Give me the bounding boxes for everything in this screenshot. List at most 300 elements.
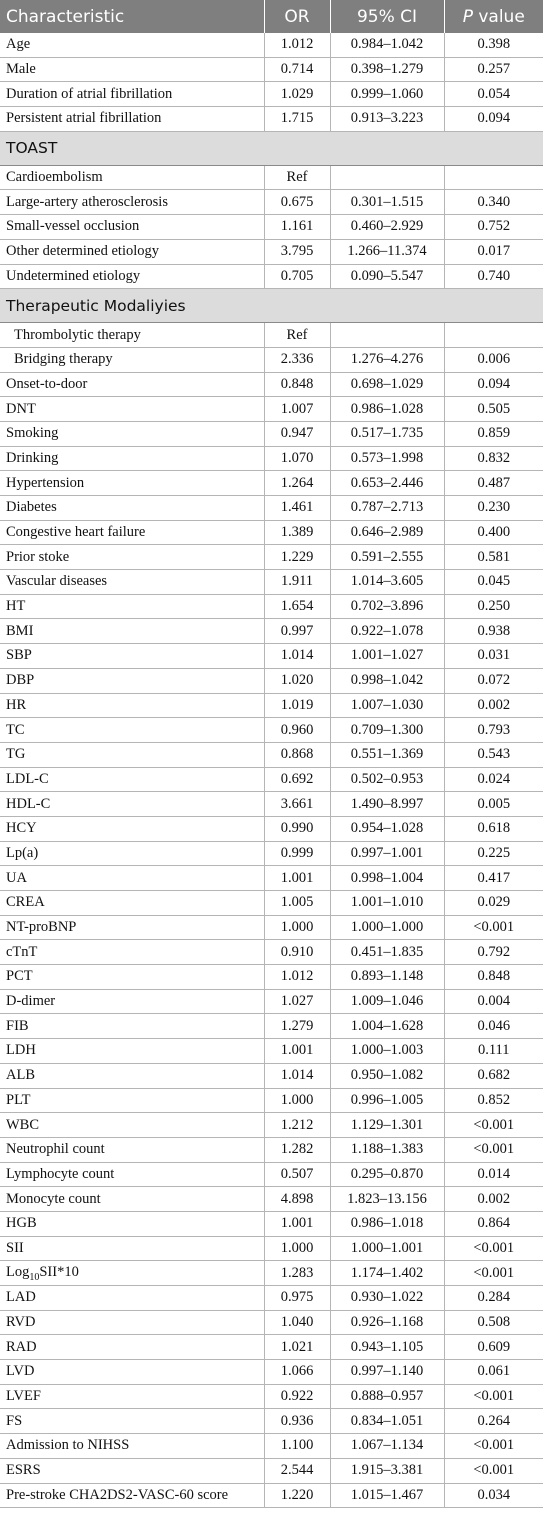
characteristic-cell: Drinking: [0, 446, 264, 471]
p-value-cell: 0.094: [444, 372, 543, 397]
ci-cell: 0.913–3.223: [330, 107, 444, 132]
table-row: [0, 190, 543, 215]
characteristic-cell: Persistent atrial fibrillation: [0, 107, 264, 132]
ci-cell: 0.834–1.051: [330, 1409, 444, 1434]
p-value-cell: 0.793: [444, 718, 543, 743]
or-cell: 1.021: [264, 1335, 330, 1360]
table-row: [0, 33, 543, 57]
characteristic-cell: Large-artery atherosclerosis: [0, 190, 264, 215]
p-value-cell: 0.852: [444, 1088, 543, 1113]
p-value-cell: 0.487: [444, 471, 543, 496]
characteristic-cell: PLT: [0, 1088, 264, 1113]
p-value-cell: 0.031: [444, 644, 543, 669]
characteristic-cell: WBC: [0, 1113, 264, 1138]
table-row: [0, 545, 543, 570]
or-cell: 1.264: [264, 471, 330, 496]
p-value-cell: <0.001: [444, 1384, 543, 1409]
p-value-cell: 0.111: [444, 1039, 543, 1064]
characteristic-cell: Male: [0, 57, 264, 82]
table-row: [0, 693, 543, 718]
ci-cell: 0.301–1.515: [330, 190, 444, 215]
ci-cell: 0.888–0.957: [330, 1384, 444, 1409]
table-row: [0, 915, 543, 940]
ci-cell: [330, 323, 444, 348]
characteristic-cell: FIB: [0, 1014, 264, 1039]
p-value-cell: 0.004: [444, 989, 543, 1014]
or-cell: 1.654: [264, 594, 330, 619]
table-row: [0, 264, 543, 289]
or-cell: 0.675: [264, 190, 330, 215]
ci-cell: 1.000–1.001: [330, 1236, 444, 1261]
or-cell: 2.544: [264, 1458, 330, 1483]
or-cell: 1.000: [264, 915, 330, 940]
ci-cell: 0.996–1.005: [330, 1088, 444, 1113]
table-row: [0, 816, 543, 841]
section-label: Therapeutic Modaliyies: [0, 289, 543, 323]
or-cell: 0.947: [264, 421, 330, 446]
ci-cell: 0.709–1.300: [330, 718, 444, 743]
characteristic-label-after: SII*10: [39, 1263, 79, 1280]
table-row: [0, 471, 543, 496]
ci-cell: 0.986–1.018: [330, 1211, 444, 1236]
p-value-cell: 0.609: [444, 1335, 543, 1360]
ci-cell: 0.573–1.998: [330, 446, 444, 471]
or-cell: 0.975: [264, 1286, 330, 1311]
or-cell: 1.007: [264, 397, 330, 422]
ci-cell: 0.998–1.004: [330, 866, 444, 891]
or-cell: Ref: [264, 323, 330, 348]
or-cell: 2.336: [264, 347, 330, 372]
characteristic-cell: Bridging therapy: [0, 347, 264, 372]
header-ci: 95% CI: [330, 0, 444, 33]
table-row: [0, 1458, 543, 1483]
ci-cell: 0.926–1.168: [330, 1310, 444, 1335]
p-value-cell: 0.045: [444, 570, 543, 595]
ci-cell: 0.698–1.029: [330, 372, 444, 397]
table-row: [0, 1384, 543, 1409]
ci-cell: 1.000–1.003: [330, 1039, 444, 1064]
table-row: [0, 940, 543, 965]
ci-cell: 0.893–1.148: [330, 965, 444, 990]
table-row: [0, 1483, 543, 1508]
ci-cell: 1.001–1.027: [330, 644, 444, 669]
ci-cell: 0.517–1.735: [330, 421, 444, 446]
characteristic-cell: LVEF: [0, 1384, 264, 1409]
table-row: [0, 570, 543, 595]
table-row: [0, 496, 543, 521]
or-cell: 1.212: [264, 1113, 330, 1138]
table-row: [0, 421, 543, 446]
table-row: [0, 1088, 543, 1113]
characteristic-cell: Small-vessel occlusion: [0, 215, 264, 240]
ci-cell: 0.502–0.953: [330, 767, 444, 792]
ci-cell: 0.922–1.078: [330, 619, 444, 644]
p-value-cell: 0.257: [444, 57, 543, 82]
or-cell: 1.220: [264, 1483, 330, 1508]
p-value-cell: 0.508: [444, 1310, 543, 1335]
p-value-cell: 0.002: [444, 1187, 543, 1212]
table-row: [0, 1409, 543, 1434]
table-row: [0, 1261, 543, 1286]
p-value-cell: <0.001: [444, 1261, 543, 1286]
ci-cell: 0.702–3.896: [330, 594, 444, 619]
p-value-cell: 0.017: [444, 239, 543, 264]
ci-cell: 0.090–5.547: [330, 264, 444, 289]
or-cell: 0.910: [264, 940, 330, 965]
ci-cell: 0.787–2.713: [330, 496, 444, 521]
table-row: [0, 1039, 543, 1064]
p-value-cell: [444, 323, 543, 348]
or-cell: 0.848: [264, 372, 330, 397]
p-value-cell: [444, 165, 543, 190]
table-row: [0, 1063, 543, 1088]
p-value-cell: 0.006: [444, 347, 543, 372]
or-cell: 1.019: [264, 693, 330, 718]
table-row: [0, 891, 543, 916]
characteristic-cell: CREA: [0, 891, 264, 916]
table-row: [0, 1162, 543, 1187]
characteristic-cell: DNT: [0, 397, 264, 422]
p-value-cell: 0.002: [444, 693, 543, 718]
characteristic-cell: cTnT: [0, 940, 264, 965]
characteristic-cell: ALB: [0, 1063, 264, 1088]
characteristic-cell: LAD: [0, 1286, 264, 1311]
characteristic-cell: Age: [0, 33, 264, 57]
ci-cell: 1.004–1.628: [330, 1014, 444, 1039]
or-cell: 1.005: [264, 891, 330, 916]
or-cell: 0.990: [264, 816, 330, 841]
p-value-cell: 0.859: [444, 421, 543, 446]
table-row: [0, 446, 543, 471]
characteristic-cell: BMI: [0, 619, 264, 644]
table-row: [0, 1360, 543, 1385]
characteristic-cell: Other determined etiology: [0, 239, 264, 264]
p-value-cell: 0.005: [444, 792, 543, 817]
ci-cell: 0.997–1.140: [330, 1360, 444, 1385]
or-cell: 1.012: [264, 965, 330, 990]
characteristic-cell: Lymphocyte count: [0, 1162, 264, 1187]
table-row: [0, 1310, 543, 1335]
table-row: [0, 866, 543, 891]
p-value-cell: 0.061: [444, 1360, 543, 1385]
ci-cell: [330, 165, 444, 190]
table-row: [0, 1286, 543, 1311]
table-row: [0, 215, 543, 240]
p-value-cell: 0.034: [444, 1483, 543, 1508]
or-cell: 1.001: [264, 1039, 330, 1064]
p-value-cell: 0.230: [444, 496, 543, 521]
table-row: [0, 239, 543, 264]
header-characteristic: Characteristic: [0, 0, 264, 33]
table-row: [0, 1113, 543, 1138]
or-cell: 1.389: [264, 520, 330, 545]
header-p-value: [444, 0, 543, 33]
or-cell: 1.000: [264, 1088, 330, 1113]
characteristic-cell: Prior stoke: [0, 545, 264, 570]
or-cell: 1.715: [264, 107, 330, 132]
or-cell: 1.161: [264, 215, 330, 240]
or-cell: 1.100: [264, 1434, 330, 1459]
p-value-cell: <0.001: [444, 1113, 543, 1138]
characteristic-cell: LDH: [0, 1039, 264, 1064]
p-value-cell: 0.264: [444, 1409, 543, 1434]
characteristic-cell: PCT: [0, 965, 264, 990]
or-cell: 0.936: [264, 1409, 330, 1434]
ci-cell: 1.276–4.276: [330, 347, 444, 372]
characteristic-cell: Hypertension: [0, 471, 264, 496]
ci-cell: 0.950–1.082: [330, 1063, 444, 1088]
characteristic-label: Log: [6, 1263, 30, 1280]
p-value-cell: <0.001: [444, 1236, 543, 1261]
or-cell: 1.001: [264, 866, 330, 891]
characteristic-cell: HCY: [0, 816, 264, 841]
characteristic-cell: HR: [0, 693, 264, 718]
table-row: [0, 792, 543, 817]
p-value-cell: 0.864: [444, 1211, 543, 1236]
or-cell: 0.868: [264, 742, 330, 767]
or-cell: 1.012: [264, 33, 330, 57]
table-row: [0, 767, 543, 792]
p-value-cell: <0.001: [444, 1434, 543, 1459]
ci-cell: 0.451–1.835: [330, 940, 444, 965]
characteristic-cell: Undetermined etiology: [0, 264, 264, 289]
p-value-cell: 0.682: [444, 1063, 543, 1088]
p-value-cell: 0.284: [444, 1286, 543, 1311]
characteristic-cell: HDL-C: [0, 792, 264, 817]
p-value-cell: 0.417: [444, 866, 543, 891]
ci-cell: 0.398–1.279: [330, 57, 444, 82]
characteristic-cell: Duration of atrial fibrillation: [0, 82, 264, 107]
ci-cell: 1.001–1.010: [330, 891, 444, 916]
characteristic-cell: Congestive heart failure: [0, 520, 264, 545]
characteristic-cell: UA: [0, 866, 264, 891]
table-body: [0, 33, 543, 1508]
p-value-cell: 0.024: [444, 767, 543, 792]
or-cell: 0.692: [264, 767, 330, 792]
characteristic-cell: Neutrophil count: [0, 1137, 264, 1162]
characteristic-cell: ESRS: [0, 1458, 264, 1483]
p-value-cell: 0.938: [444, 619, 543, 644]
characteristic-cell: HGB: [0, 1211, 264, 1236]
header-or: OR: [264, 0, 330, 33]
header-p-rest: value: [472, 6, 525, 27]
p-value-cell: 0.072: [444, 668, 543, 693]
or-cell: 3.661: [264, 792, 330, 817]
ci-cell: 1.014–3.605: [330, 570, 444, 595]
or-cell: 1.000: [264, 1236, 330, 1261]
p-value-cell: 0.014: [444, 1162, 543, 1187]
table-row: [0, 323, 543, 348]
or-cell: 1.040: [264, 1310, 330, 1335]
or-cell: 0.997: [264, 619, 330, 644]
characteristic-cell: Pre-stroke CHA2DS2-VASC-60 score: [0, 1483, 264, 1508]
ci-cell: 0.551–1.369: [330, 742, 444, 767]
table-row: [0, 619, 543, 644]
or-cell: 4.898: [264, 1187, 330, 1212]
table-row: [0, 742, 543, 767]
ci-cell: 0.295–0.870: [330, 1162, 444, 1187]
characteristic-cell: Thrombolytic therapy: [0, 323, 264, 348]
p-value-cell: 0.094: [444, 107, 543, 132]
characteristic-cell: Admission to NIHSS: [0, 1434, 264, 1459]
ci-cell: 1.174–1.402: [330, 1261, 444, 1286]
or-cell: 1.014: [264, 1063, 330, 1088]
ci-cell: 1.009–1.046: [330, 989, 444, 1014]
p-value-cell: 0.505: [444, 397, 543, 422]
or-cell: 1.282: [264, 1137, 330, 1162]
characteristic-cell: TC: [0, 718, 264, 743]
characteristic-cell: D-dimer: [0, 989, 264, 1014]
characteristic-cell: Smoking: [0, 421, 264, 446]
table-row: [0, 1434, 543, 1459]
characteristic-cell: Monocyte count: [0, 1187, 264, 1212]
characteristic-cell: LDL-C: [0, 767, 264, 792]
or-cell: 1.461: [264, 496, 330, 521]
ci-cell: 1.000–1.000: [330, 915, 444, 940]
ci-cell: 1.915–3.381: [330, 1458, 444, 1483]
table-row: [0, 372, 543, 397]
or-cell: 1.229: [264, 545, 330, 570]
characteristic-cell: HT: [0, 594, 264, 619]
p-value-cell: 0.848: [444, 965, 543, 990]
p-value-cell: 0.752: [444, 215, 543, 240]
ci-cell: 1.129–1.301: [330, 1113, 444, 1138]
characteristic-cell: Cardioembolism: [0, 165, 264, 190]
characteristic-cell: SII: [0, 1236, 264, 1261]
table-row: [0, 57, 543, 82]
or-cell: 1.001: [264, 1211, 330, 1236]
p-value-cell: 0.398: [444, 33, 543, 57]
p-value-cell: 0.340: [444, 190, 543, 215]
characteristic-cell: Lp(a): [0, 841, 264, 866]
header-p-italic: P: [462, 6, 473, 27]
table-row: [0, 668, 543, 693]
table-row: [0, 1187, 543, 1212]
characteristic-cell: Onset-to-door: [0, 372, 264, 397]
or-cell: Ref: [264, 165, 330, 190]
p-value-cell: <0.001: [444, 915, 543, 940]
ci-cell: 0.984–1.042: [330, 33, 444, 57]
table-row: [0, 1335, 543, 1360]
or-cell: 1.029: [264, 82, 330, 107]
characteristic-cell: RVD: [0, 1310, 264, 1335]
characteristic-cell: Vascular diseases: [0, 570, 264, 595]
table-row: [0, 841, 543, 866]
p-value-cell: <0.001: [444, 1458, 543, 1483]
characteristic-cell: LVD: [0, 1360, 264, 1385]
or-cell: 1.283: [264, 1261, 330, 1286]
p-value-cell: 0.618: [444, 816, 543, 841]
ci-cell: 1.188–1.383: [330, 1137, 444, 1162]
ci-cell: 0.954–1.028: [330, 816, 444, 841]
or-cell: 1.066: [264, 1360, 330, 1385]
ci-cell: 0.930–1.022: [330, 1286, 444, 1311]
ci-cell: 1.007–1.030: [330, 693, 444, 718]
ci-cell: 0.591–2.555: [330, 545, 444, 570]
or-cell: 0.960: [264, 718, 330, 743]
p-value-cell: 0.400: [444, 520, 543, 545]
ci-cell: 0.646–2.989: [330, 520, 444, 545]
ci-cell: 0.943–1.105: [330, 1335, 444, 1360]
table-row: [0, 107, 543, 132]
table-row: [0, 594, 543, 619]
p-value-cell: 0.740: [444, 264, 543, 289]
or-cell: 0.922: [264, 1384, 330, 1409]
or-cell: 0.714: [264, 57, 330, 82]
p-value-cell: <0.001: [444, 1137, 543, 1162]
ci-cell: 0.653–2.446: [330, 471, 444, 496]
table-row: [0, 165, 543, 190]
ci-cell: 0.998–1.042: [330, 668, 444, 693]
ci-cell: 1.015–1.467: [330, 1483, 444, 1508]
ci-cell: 0.986–1.028: [330, 397, 444, 422]
or-cell: 1.279: [264, 1014, 330, 1039]
characteristic-cell: Diabetes: [0, 496, 264, 521]
or-cell: 0.507: [264, 1162, 330, 1187]
characteristic-cell: FS: [0, 1409, 264, 1434]
table-row: [0, 82, 543, 107]
ci-cell: 0.997–1.001: [330, 841, 444, 866]
p-value-cell: 0.225: [444, 841, 543, 866]
characteristic-cell: RAD: [0, 1335, 264, 1360]
ci-cell: 0.460–2.929: [330, 215, 444, 240]
table-row: [0, 1137, 543, 1162]
p-value-cell: 0.029: [444, 891, 543, 916]
p-value-cell: 0.581: [444, 545, 543, 570]
table-row: [0, 1211, 543, 1236]
or-cell: 0.705: [264, 264, 330, 289]
table-row: [0, 1014, 543, 1039]
or-cell: 1.911: [264, 570, 330, 595]
characteristic-cell: SBP: [0, 644, 264, 669]
ci-cell: 1.490–8.997: [330, 792, 444, 817]
or-cell: 0.999: [264, 841, 330, 866]
p-value-cell: 0.832: [444, 446, 543, 471]
p-value-cell: 0.054: [444, 82, 543, 107]
table-row: [0, 520, 543, 545]
ci-cell: 1.823–13.156: [330, 1187, 444, 1212]
ci-cell: 0.999–1.060: [330, 82, 444, 107]
characteristic-cell: [0, 1261, 264, 1286]
section-label: TOAST: [0, 131, 543, 165]
ci-cell: 1.067–1.134: [330, 1434, 444, 1459]
table-row: [0, 644, 543, 669]
or-cell: 3.795: [264, 239, 330, 264]
ci-cell: 1.266–11.374: [330, 239, 444, 264]
table-row: [0, 965, 543, 990]
characteristic-cell: DBP: [0, 668, 264, 693]
characteristic-cell: NT-proBNP: [0, 915, 264, 940]
or-cell: 1.070: [264, 446, 330, 471]
table-row: [0, 347, 543, 372]
p-value-cell: 0.046: [444, 1014, 543, 1039]
characteristic-subscript: 10: [29, 1271, 40, 1283]
p-value-cell: 0.792: [444, 940, 543, 965]
or-cell: 1.014: [264, 644, 330, 669]
characteristic-cell: TG: [0, 742, 264, 767]
table-row: [0, 397, 543, 422]
table-row: [0, 1236, 543, 1261]
or-cell: 1.027: [264, 989, 330, 1014]
or-cell: 1.020: [264, 668, 330, 693]
p-value-cell: 0.543: [444, 742, 543, 767]
section-header-row: [0, 289, 543, 323]
table-row: [0, 718, 543, 743]
p-value-cell: 0.250: [444, 594, 543, 619]
table-row: [0, 989, 543, 1014]
header-row: [0, 0, 543, 33]
section-header-row: [0, 131, 543, 165]
